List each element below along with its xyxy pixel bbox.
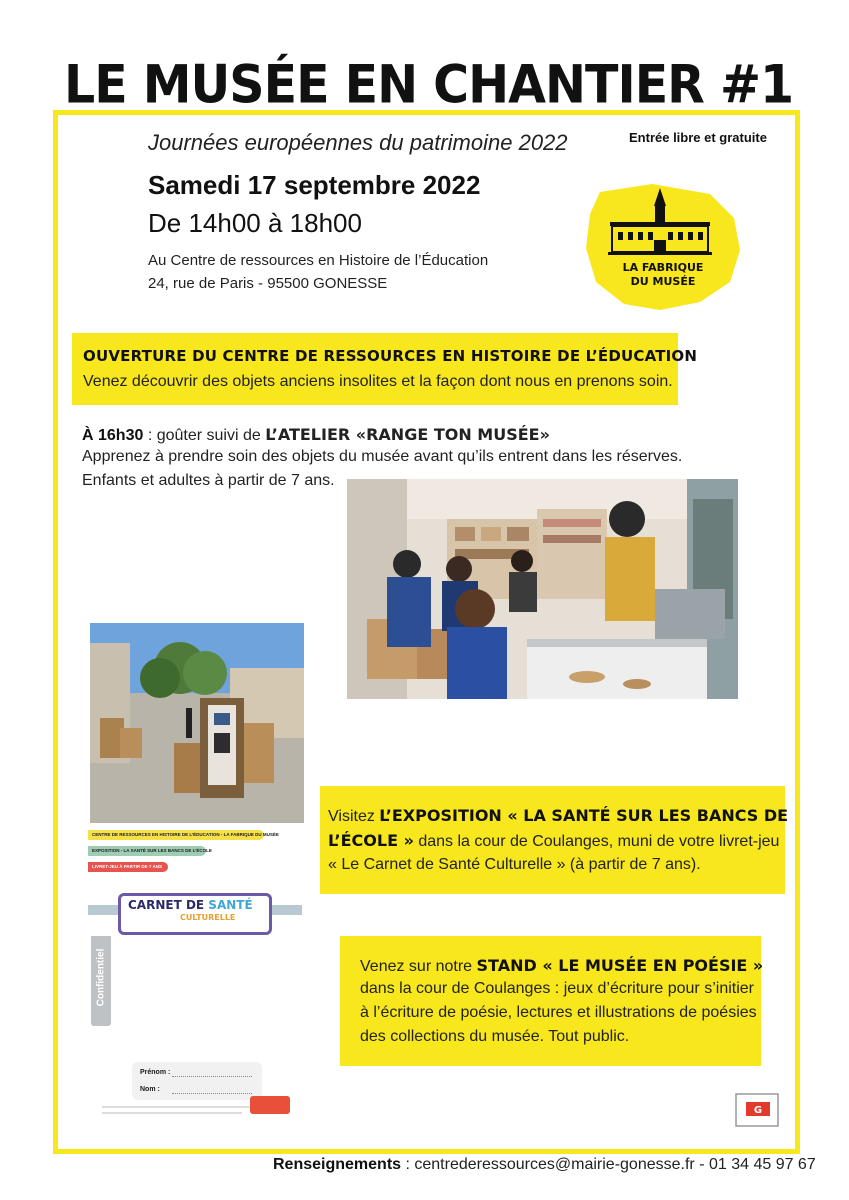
workshop-photo — [347, 479, 738, 699]
footer-label: Renseignements — [273, 1156, 402, 1173]
atelier-line-2: Enfants et adultes à partir de 7 ans. — [82, 472, 335, 489]
logo-line-2: DU MUSÉE — [630, 275, 696, 288]
booklet-title-a: CARNET DE — [128, 898, 205, 912]
address-line-1: Au Centre de ressources en Histoire de l’Éducation — [148, 252, 489, 269]
expo-line-2: dans la cour de Coulanges, muni de votre livret-jeu — [413, 833, 780, 850]
stand-line-4: des collections du musée. Tout public. — [360, 1028, 630, 1045]
atelier-intro: : goûter suivi de — [143, 427, 266, 444]
event-subtitle: Journées européennes du patrimoine 2022 — [148, 130, 568, 155]
courtyard-photo — [90, 623, 304, 823]
page-title: LE MUSÉE EN CHANTIER #1 — [64, 53, 794, 116]
atelier-heading — [82, 425, 550, 445]
exhibition-banner — [320, 786, 789, 894]
expo-line-3: « Le Carnet de Santé Culturelle » (à partir de 7 ans). — [328, 856, 701, 873]
opening-text: Venez découvrir des objets anciens insolites et la façon dont nous en prenons soin. — [83, 373, 673, 390]
svg-text:G: G — [753, 1105, 763, 1116]
booklet-cover — [88, 620, 308, 1120]
opening-heading: OUVERTURE DU CENTRE DE RESSOURCES EN HISTOIRE DE L’ÉDUCATION — [83, 347, 698, 365]
footer-contact-text: : centrederessources@mairie-gonesse.fr - 01 34 45 97 67 — [401, 1156, 816, 1173]
gonesse-logo — [732, 1088, 782, 1130]
booklet-title-b: SANTÉ — [208, 898, 253, 912]
booklet-tag-2: EXPOSITION - LA SANTÉ SUR LES BANCS DE L’ÉCOLE — [92, 848, 212, 853]
booklet-tag-3: LIVRET-JEU À PARTIR DE 7 ANS — [92, 864, 163, 869]
atelier-name: L’ATELIER «RANGE TON MUSÉE» — [265, 425, 550, 444]
entry-info: Entrée libre et gratuite — [629, 130, 767, 145]
logo-line-1: LA FABRIQUE — [622, 261, 704, 274]
stand-line-3: à l’écriture de poésie, lectures et illustrations de poésies — [360, 1004, 757, 1021]
fabrique-musee-logo — [582, 178, 744, 314]
expo-name-line-2: L’ÉCOLE » — [328, 831, 414, 850]
expo-prefix: Visitez — [328, 808, 380, 825]
opening-banner — [72, 333, 698, 405]
event-hours: De 14h00 à 18h00 — [148, 208, 362, 238]
booklet-field-2: Nom : — [140, 1086, 160, 1093]
booklet-title-c: CULTURELLE — [180, 913, 236, 922]
stand-prefix: Venez sur notre — [360, 958, 477, 975]
address-line-2: 24, rue de Paris - 95500 GONESSE — [148, 275, 388, 292]
footer-contact — [273, 1156, 816, 1174]
stand-banner — [340, 936, 764, 1066]
event-date: Samedi 17 septembre 2022 — [148, 170, 481, 200]
booklet-side-label: Confidentiel — [95, 948, 107, 1007]
atelier-line-1: Apprenez à prendre soin des objets du musée avant qu’ils entrent dans les réserves. — [82, 448, 683, 465]
stand-name: STAND « LE MUSÉE EN POÉSIE » — [476, 956, 764, 975]
expo-name-line-1: L’EXPOSITION « LA SANTÉ SUR LES BANCS DE — [379, 806, 789, 825]
atelier-time: À 16h30 — [82, 427, 144, 444]
booklet-tag-1: CENTRE DE RESSOURCES EN HISTOIRE DE L’ÉDUCATION - LA FABRIQUE DU MUSÉE — [92, 832, 279, 837]
stand-line-2: dans la cour de Coulanges : jeux d’écriture pour s’initier — [360, 980, 754, 997]
booklet-field-1: Prénom : — [140, 1069, 171, 1076]
